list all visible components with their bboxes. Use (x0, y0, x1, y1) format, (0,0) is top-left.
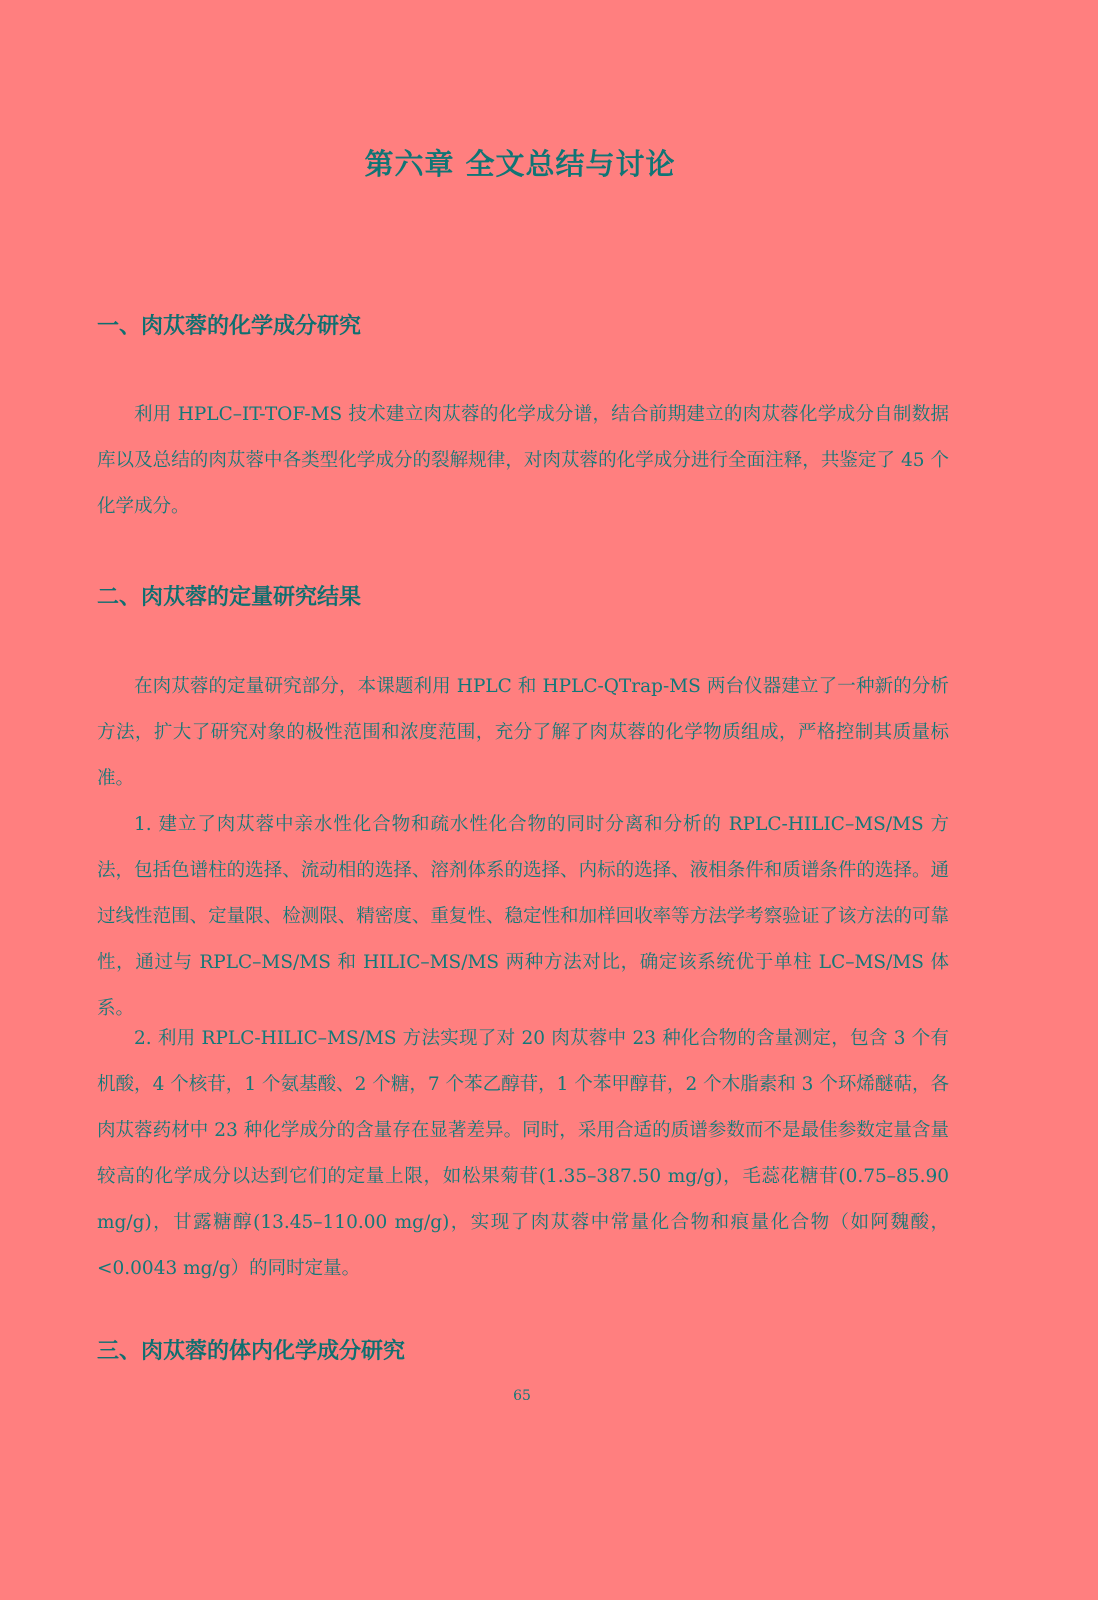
paragraph-section1-1: 利用 HPLC–IT-TOF-MS 技术建立肉苁蓉的化学成分谱，结合前期建立的肉苁蓉化学成分自制数据库以及总结的肉苁蓉中各类型化学成分的裂解规律，对肉苁蓉的化学成分进行全面注释，共鉴定了 45 个化学成分。 (97, 404, 949, 517)
paragraph-section2-1: 在肉苁蓉的定量研究部分，本课题利用 HPLC 和 HPLC-QTrap-MS 两台仪器建立了一种新的分析方法，扩大了研究对象的极性范围和浓度范围，充分了解了肉苁蓉的化学物质组成，严格控制其质量标准。 (97, 676, 949, 789)
chapter-title: 第六章 全文总结与讨论 (364, 147, 676, 181)
page-number: 65 (513, 1388, 531, 1404)
section-heading-3: 三、肉苁蓉的体内化学成分研究 (97, 1339, 406, 1364)
section-heading-2: 二、肉苁蓉的定量研究结果 (97, 585, 362, 610)
paragraph-section2-3: 2. 利用 RPLC-HILIC–MS/MS 方法实现了对 20 肉苁蓉中 23 种化合物的含量测定，包含 3 个有机酸，4 个核苷，1 个氨基酸、2 个糖，7 个苯乙醇苷，1 个苯甲醇苷，2 个木脂素和 3 个环烯醚萜，各肉苁蓉药材中 23 种化学成分的含量存在显著差异。同时，采用合适的质谱参数而不是最佳参数定量含量较高的化学成分以达到它们的定量上限，如松果菊苷(1.35–387.50 mg/g)，毛蕊花糖苷(0.75–85.90 mg/g)，甘露糖醇(13.45–110.00 mg/g)，实现了肉苁蓉中常量化合物和痕量化合物（如阿魏酸，<0.0043 mg/g）的同时定量。 (97, 1028, 949, 1279)
section-heading-1: 一、肉苁蓉的化学成分研究 (97, 314, 362, 339)
paragraph-section2-2: 1. 建立了肉苁蓉中亲水性化合物和疏水性化合物的同时分离和分析的 RPLC-HILIC–MS/MS 方法，包括色谱柱的选择、流动相的选择、溶剂体系的选择、内标的选择、液相条件和质谱条件的选择。通过线性范围、定量限、检测限、精密度、重复性、稳定性和加样回收率等方法学考察验证了该方法的可靠性，通过与 RPLC–MS/MS 和 HILIC–MS/MS 两种方法对比，确定该系统优于单柱 LC–MS/MS 体系。 (97, 814, 949, 1019)
